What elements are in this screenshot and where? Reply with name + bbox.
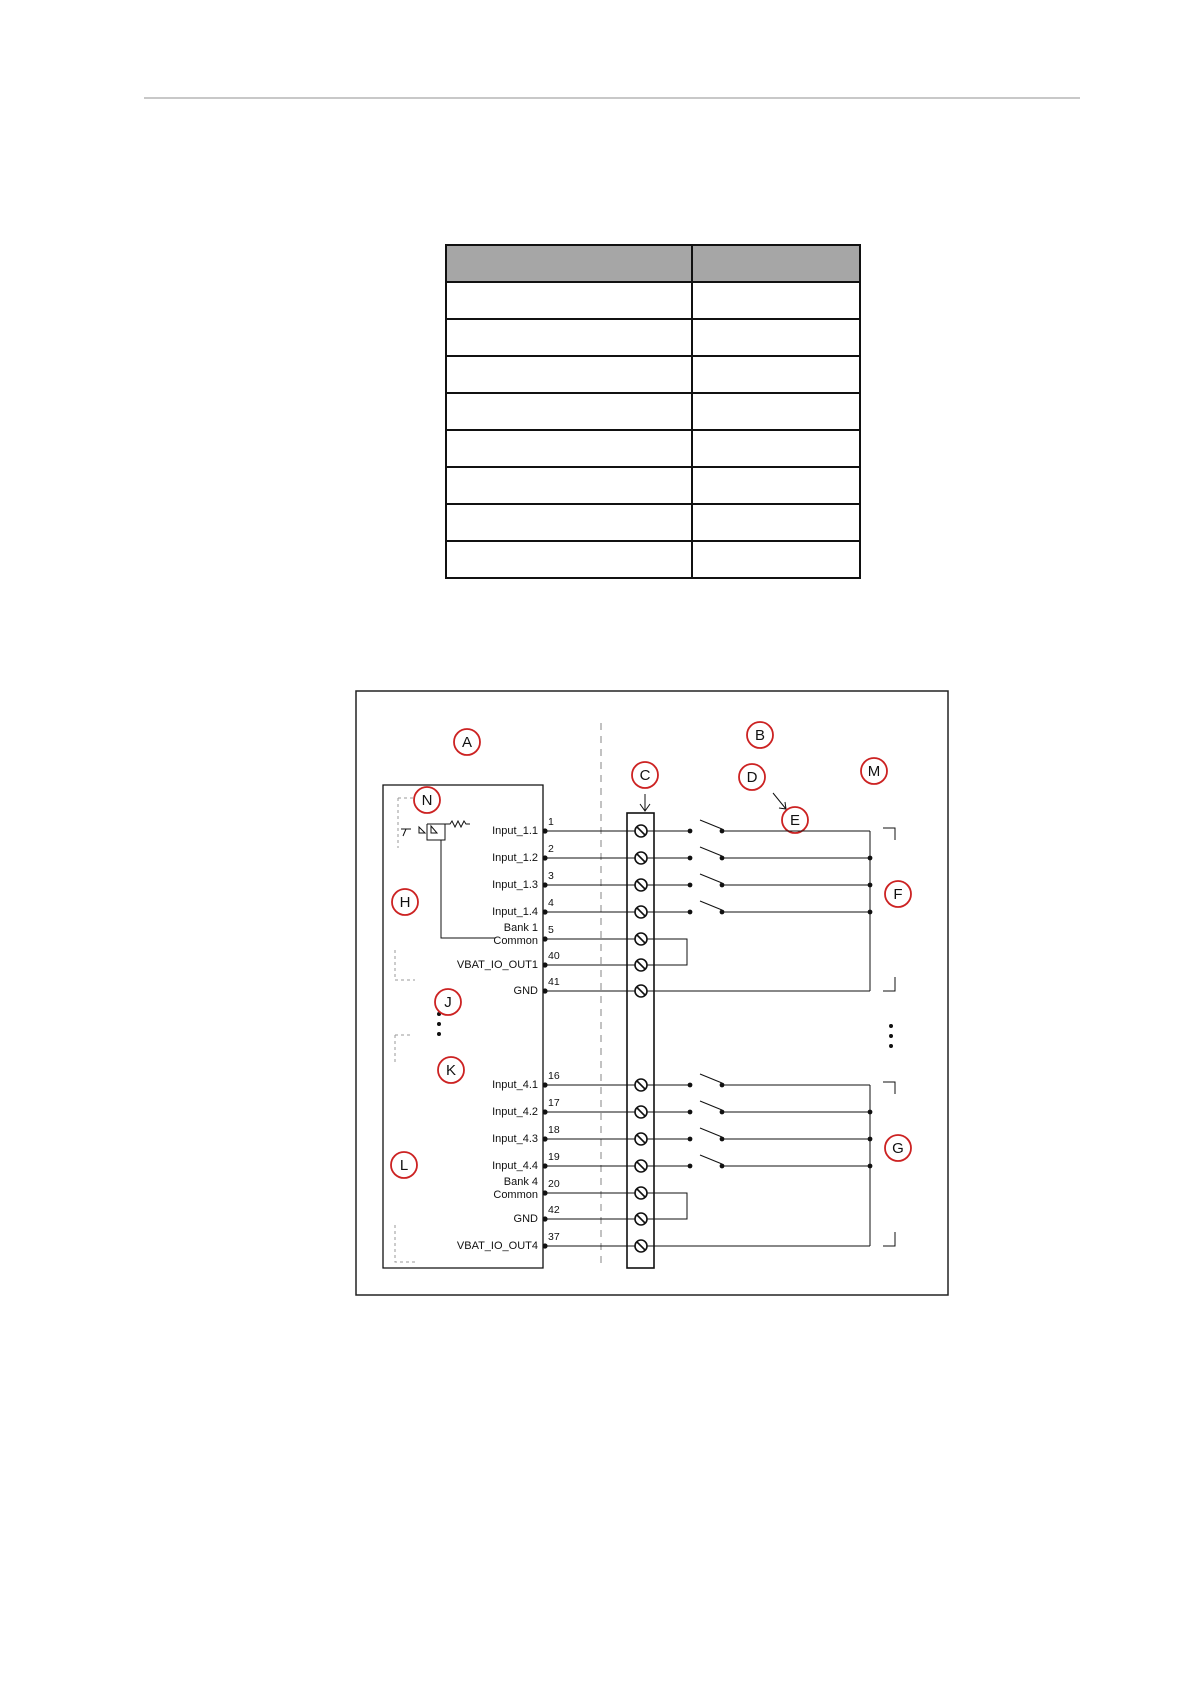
pin-label: Input_4.1 [492,1079,538,1091]
pin-label: Common [493,935,538,947]
pin-label: GND [513,1213,538,1225]
pin-label: GND [513,985,538,997]
pin-number: 18 [548,1124,560,1136]
pin-number: 41 [548,976,560,988]
table-cell [692,541,860,578]
wiring-diagram [355,690,949,1296]
table-cell [692,430,860,467]
pin-number: 1 [548,816,554,828]
table-cell [692,467,860,504]
table-cell [692,504,860,541]
pin-number: 42 [548,1204,560,1216]
switch-contact [688,910,693,915]
phototransistor [401,829,411,836]
table-row [446,430,860,467]
switch-lever [700,874,722,883]
table-cell [446,504,692,541]
table-cell [692,393,860,430]
callout-label: D [746,769,758,786]
callout-label: F [893,886,903,903]
internal-dashed [395,1035,413,1065]
table-cell [446,541,692,578]
pin-number: 40 [548,950,560,962]
pin-number: 3 [548,870,554,882]
pin-label: Input_1.1 [492,825,538,837]
internal-dashed [395,1225,415,1262]
switch-lever [700,1155,722,1164]
table-row [446,393,860,430]
callout-label: H [399,894,411,911]
ellipsis-dot [889,1044,893,1048]
ellipsis-dot [889,1024,893,1028]
pin-label: VBAT_IO_OUT1 [456,959,538,971]
table-cell [446,356,692,393]
callout-label: E [789,812,801,829]
pin-number: 17 [548,1097,560,1109]
callout-label: J [444,994,452,1011]
spec-table [445,244,861,579]
pin-group [457,816,895,1252]
pin-label: Common [493,1189,538,1201]
switch-lever [700,1074,722,1083]
pin-number: 5 [548,924,554,936]
terminal-arrow [640,794,650,811]
pin-number: 2 [548,843,554,855]
table-row [446,541,860,578]
callout-label: C [639,767,651,784]
pin-label: Input_1.4 [492,906,538,918]
table-cell [446,319,692,356]
table-cell [692,319,860,356]
switch-contact [688,1083,693,1088]
table-row [446,282,860,319]
pin-label: Bank 1 [503,922,538,934]
callout-label: B [754,727,766,744]
header-rule [144,97,1080,99]
callout-label: G [892,1140,904,1157]
common-return-wire [441,840,495,938]
optocoupler-diodes [419,826,437,833]
bracket-top [883,828,895,840]
table-header-cell [692,245,860,282]
pin-label: Input_1.2 [492,852,538,864]
pin-label: Input_1.3 [492,879,538,891]
table-row [446,356,860,393]
callout-label: M [867,763,881,780]
ellipsis-dot [437,1022,441,1026]
table-cell [446,393,692,430]
callout-group [391,722,911,1178]
table-cell [446,467,692,504]
internal-dashed [395,950,415,980]
ellipsis-dot [437,1032,441,1036]
pin-label: Input_4.2 [492,1106,538,1118]
table-row [446,467,860,504]
bracket-top [883,1082,895,1094]
jumper-wire [647,939,687,965]
callout-label: K [445,1062,457,1079]
switch-lever [700,847,722,856]
table-cell [446,282,692,319]
bracket-bottom [883,1232,895,1246]
pin-label: Input_4.3 [492,1133,538,1145]
pin-label: VBAT_IO_OUT4 [456,1240,538,1252]
callout-label: N [421,792,433,809]
table-row [446,319,860,356]
callout-label: A [461,734,473,751]
pin-number: 4 [548,897,554,909]
pin-label: Bank 4 [503,1176,538,1188]
pin-number: 16 [548,1070,560,1082]
switch-contact [688,1137,693,1142]
jumper-wire [647,1193,687,1219]
table-row [446,504,860,541]
bracket-bottom [883,977,895,991]
table-header-row [446,245,860,282]
switch-lever [700,901,722,910]
switch-contact [688,883,693,888]
wire-arrow [773,793,786,809]
switch-lever [700,1128,722,1137]
table-cell [446,430,692,467]
switch-lever [700,1101,722,1110]
table-header-cell [446,245,692,282]
callout-label: L [399,1157,409,1174]
table-cell [692,282,860,319]
switch-contact [688,1164,693,1169]
switch-lever [700,820,722,829]
ellipsis-dot [889,1034,893,1038]
switch-contact [688,1110,693,1115]
pin-number: 19 [548,1151,560,1163]
table-cell [692,356,860,393]
pin-label: Input_4.4 [492,1160,538,1172]
pin-number: 20 [548,1178,560,1190]
switch-contact [688,829,693,834]
pin-number: 37 [548,1231,560,1243]
switch-contact [688,856,693,861]
